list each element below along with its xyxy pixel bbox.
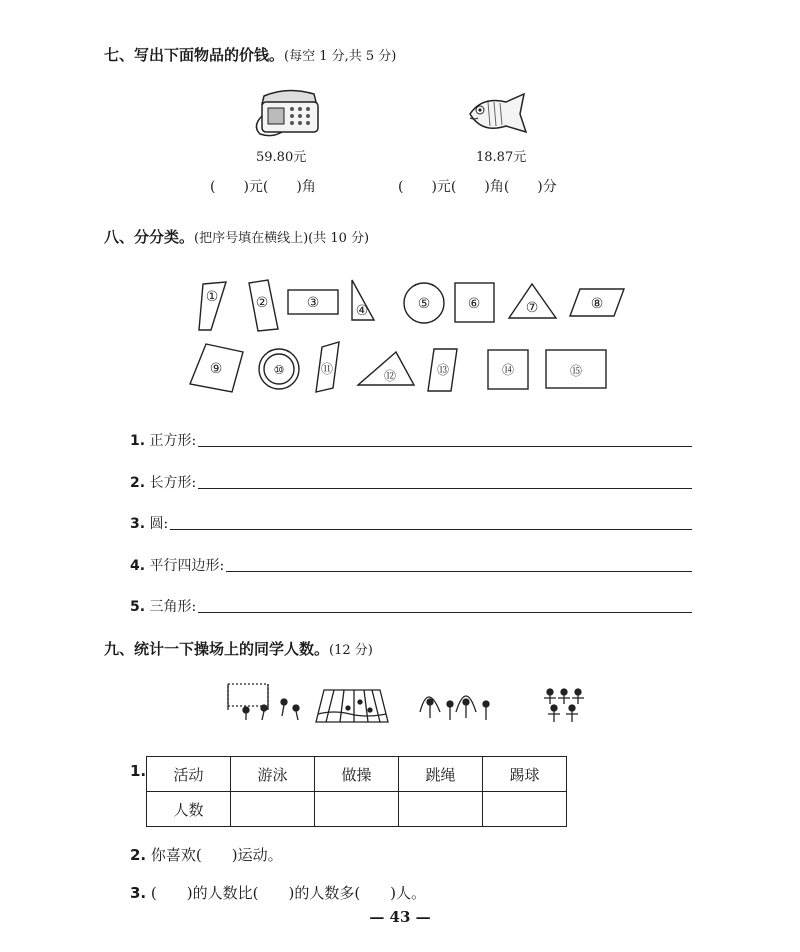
page-number: — 43 — [369,908,431,926]
answer-line[interactable] [226,571,692,572]
shape-label-1: ① [205,289,219,305]
classify-row-parallelogram[interactable] [130,553,692,575]
item-number: 2. [130,475,146,491]
answer-cell[interactable] [483,792,567,827]
question-number-2: 2. [130,846,147,864]
shape-label-3: ③ [306,295,320,311]
question-2-text: 你喜欢( )运动。 [150,846,283,864]
phone-price-blanks[interactable]: ( )元( )角 [210,179,316,195]
table-cell: 活动 [147,757,231,792]
shape-label-9: ⑨ [209,361,223,377]
shape-label-2: ② [255,295,269,311]
question-2[interactable] [130,844,283,865]
section8-title: 八、分分类。 [104,228,195,246]
answer-line[interactable] [198,612,692,613]
item-number: 5. [130,599,146,615]
item-label: 三角形: [149,599,197,615]
answer-cell[interactable] [231,792,315,827]
answer-cell[interactable] [399,792,483,827]
exercise-group-icon [540,686,590,724]
item-number: 1. [130,433,146,449]
table-row [147,792,567,827]
table-cell: 人数 [147,792,231,827]
item-label: 平行四边形: [149,558,225,574]
shape-label-13: ⑬ [436,363,450,377]
classify-row-circle[interactable] [130,511,692,533]
section9-title: 九、统计一下操场上的同学人数。 [104,640,330,658]
classify-row-rectangle[interactable] [130,470,692,492]
shape-label-8: ⑧ [590,296,604,312]
shape-label-4: ④ [355,303,369,319]
fish-price-blanks[interactable]: ( )元( )角( )分 [398,179,557,195]
table-cell: 游泳 [231,757,315,792]
item-label: 圆: [149,516,169,532]
soccer-players-icon [226,680,306,724]
classify-row-triangle[interactable] [130,594,692,616]
question-3-text: ( )的人数比( )的人数多( )人。 [150,884,427,902]
phone-price: 59.80元 [256,150,307,165]
table-cell: 做操 [315,757,399,792]
answer-line[interactable] [198,488,692,489]
shapes-figure [0,0,800,420]
swimming-pool-icon [314,686,390,726]
table-header-row [147,757,567,792]
table-question-number [130,762,146,780]
jump-rope-icon [414,682,498,724]
shape-label-10: ⑩ [273,363,285,377]
shape-label-6: ⑥ [467,296,481,312]
section7-title: 七、写出下面物品的价钱。 [104,46,285,64]
item-label: 正方形: [149,433,197,449]
item-number: 3. [130,516,146,532]
section7-note: (每空 1 分,共 5 分) [284,49,397,64]
statistics-table [146,756,567,827]
question-number-1: 1. [130,762,147,780]
shape-label-15: ⑮ [569,364,583,378]
question-number-3: 3. [130,884,147,902]
shape-label-11: ⑪ [320,362,334,376]
shape-label-14: ⑭ [501,363,515,377]
answer-line[interactable] [170,529,692,530]
classify-row-square[interactable] [130,428,692,450]
item-label: 长方形: [149,475,197,491]
fish-price: 18.87元 [476,150,527,165]
item-number: 4. [130,558,146,574]
question-3[interactable] [130,882,426,903]
table-cell: 跳绳 [399,757,483,792]
answer-line[interactable] [198,446,692,447]
shape-label-7: ⑦ [525,300,539,316]
section9-heading [104,638,373,659]
shape-label-12: ⑫ [383,369,397,383]
section9-note: (12 分) [329,643,373,658]
section8-note: (把序号填在横线上)(共 10 分) [194,231,370,246]
table-cell: 踢球 [483,757,567,792]
answer-cell[interactable] [315,792,399,827]
shape-label-5: ⑤ [417,296,431,312]
